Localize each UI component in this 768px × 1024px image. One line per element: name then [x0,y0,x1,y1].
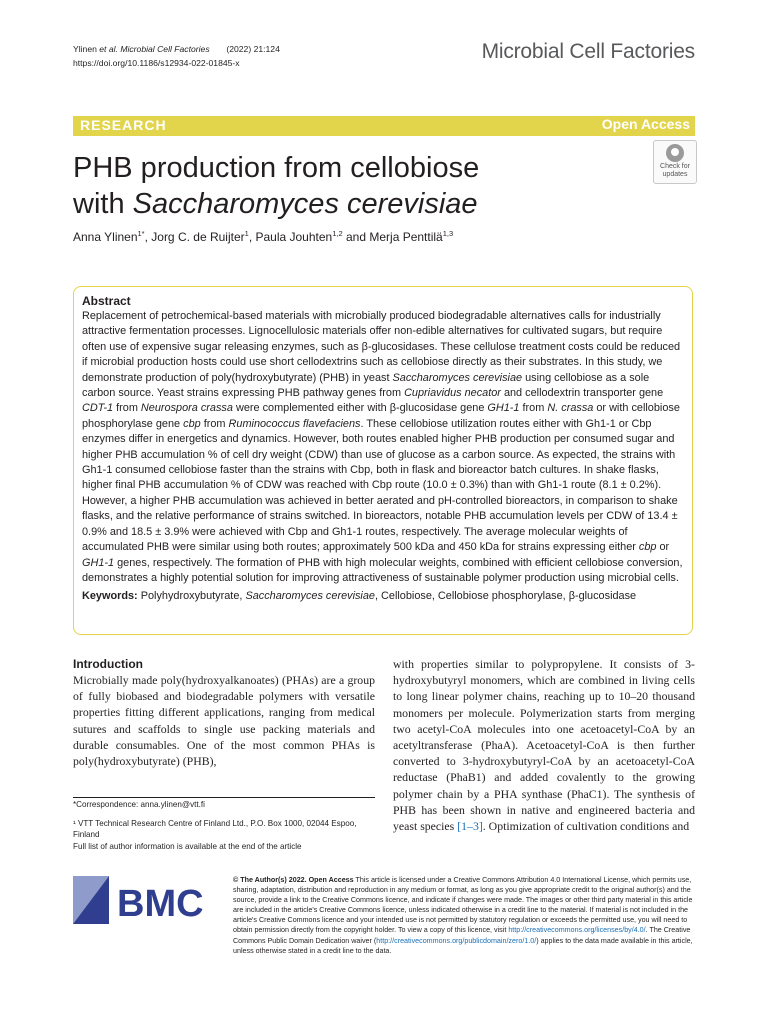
article-title [73,150,593,222]
cc0-link[interactable]: http://creativecommons.org/publicdomain/zero/1.0/ [376,936,537,945]
abstract-text-run: or with cellobiose phosphorylase gene [82,402,680,430]
author-affiliation-mark: 1* [137,229,145,238]
citation-line [73,42,280,56]
abstract-text-run: Replacement of petrochemical-based materials with microbially produced biodegradable alternatives calls for industrially attractive fermentation processes. Lignocellulosic materials offer non-edible alternatives for cultivated sugars, but require often use of expensive sugar releasing enzymes, such as β-glucosidases. These cellulose treatment costs could be reduced if microbial production hosts could use short cellodextrins such as cellobiose directly as their substrates. In this study, we demonstrate production of poly(hydroxybutyrate) (PHB) in yeast [82,310,681,384]
citation-year-volume: (2022) 21:124 [226,44,280,54]
abstract-text-italic: cbp [183,417,201,430]
abstract-text-italic: CDT-1 [82,402,114,415]
keywords-list [138,590,636,602]
abstract-text-run: from [113,402,141,415]
doi-link[interactable]: https://doi.org/10.1186/s12934-022-01845-x [73,58,240,68]
title-line-2 [73,186,593,222]
license-copyright: © The Author(s) 2022. [233,876,309,884]
intro-col2-text: with properties similar to polypropylene. It consists of 3-hydroxybutyryl monomers, which are combined in living cells to long linear polymer chains, reaching up to 10–20 thousand monomers per molecule. Polymerization starts from merging two acetyl-CoA molecules into one acetoacetyl-CoA by an acetyltransferase (PhaA). Acetoacetyl-CoA is then further converted to 3-hydroxybutyryl-CoA by an acetoacetyl-CoA reductase (PhaB1) and added covalently to the growing polymer chain by a PHA synthase (PhaC1). The synthesis of PHB has been shown in native and engineered bacteria and yeast species [393,657,695,834]
abstract-text-run: . These cellobiose utilization routes either with Gh1-1 or Cbp enzymes differ in energetics and dynamics. However, both routes enabled higher PHB production per consumed sugar and higher PHB accumulation % of cell dry weight (CDW) than use of glucose as a carbon source. As expected, the strains with Gh1-1 consumed cellobiose faster than the strains with Cbp, both in flask and bioreactor batch cultures. In shake flasks, higher final PHB accumulation % of CDW was reached with Cbp route (10.0 ± 0.3%) than with Gh1-1 route (8.1 ± 0.2%). However, a higher PHB accumulation was achieved in better aerated and pH-controlled bioreactors, in comparison to shake flasks, and the relative performance of strains switched. In bioreactors, notable PHB accumulation levels per CDW of 13.4 ± 0.9% and 18.5 ± 3.9% were achieved with Cbp and Gh1-1 routes, respectively. The average molecular weights of accumulated PHB were similar using both routes; approximately 500 kDa and 450 kDa for strains expressing either [82,417,678,554]
open-access-label: Open Access [601,116,690,132]
citation-link[interactable]: [1–3] [457,819,483,834]
license-body-3: ) applies to the data made available in this article, unless otherwise stated in a credit line to the data. [233,936,693,955]
abstract-text-italic: Cupriavidus necator [404,387,501,400]
article-type-band [73,116,695,136]
author-affiliation-mark: 1,2 [332,229,343,238]
license-open-access: Open Access [308,876,354,884]
correspondence-note: *Correspondence: anna.ylinen@vtt.fi [73,800,205,809]
citation-journal: Microbial Cell Factories [120,44,210,54]
intro-column-1: Microbially made poly(hydroxyalkanoates) (PHAs) are a group of fully biobased and biodegradable polymers with versatile properties fitting different applications, ranging from medical sutures and scaffolds to single use packing materials and durable consumables. One of the most common PHAs is poly(hydroxybutyrate) (PHB), [73,673,375,769]
keywords-label: Keywords: [82,590,138,603]
check-for-updates-button[interactable] [653,140,697,184]
author-affiliation-mark: 1,3 [442,229,454,238]
title-prefix: with [73,188,133,220]
license-body-2: . The Creative Commons Public Domain Dedication waiver ( [233,926,691,945]
intro-col2-text-end: . Optimization of cultivation conditions and [482,819,690,834]
author-name[interactable]: Merja Penttilä [369,230,443,244]
intro-column-2 [393,656,695,834]
author-name[interactable]: Paula Jouhten [255,230,333,244]
abstract-text-run: using cellobiose as a sole carbon source. Yeast strains expressing PHB pathway genes from [82,371,650,400]
abstract-box [73,286,693,635]
abstract-text-run: from [519,402,548,415]
abstract-text-italic: Ruminococcus flavefaciens [228,417,361,430]
check-for-updates-label [654,163,696,179]
introduction-heading: Introduction [73,657,143,671]
abstract-text-italic: N. crassa [547,402,594,415]
title-organism: Saccharomyces cerevisiae [132,188,478,220]
keywords [82,589,684,604]
abstract-text-run: and cellodextrin transporter gene [500,387,664,400]
author-affiliation-mark: 1 [244,229,249,238]
author-name[interactable]: Anna Ylinen [73,230,138,244]
running-header [73,42,280,70]
license-text [233,875,693,956]
citation-author: Ylinen [73,44,97,54]
journal-name: Microbial Cell Factories [481,40,695,63]
abstract-text-run: genes, respectively. The formation of PHB with high molecular weights, combined with efficient cellobiose conversion, demonstrates a highly potential solution for improving attractiveness of sustainable polymer production using microbial cells. [82,556,683,584]
citation-etal: et al. [99,44,118,54]
keyword-run: Polyhydroxybutyrate, [137,590,246,603]
abstract-text-run: or [656,541,670,554]
check-for-updates-icon [666,144,684,162]
check-for-updates-label-line2: updates [662,171,688,178]
title-line-1: PHB production from cellobiose [73,152,480,184]
abstract-text-italic: cbp [638,541,657,554]
bmc-logo [73,870,213,930]
footnote-rule [73,797,375,798]
bmc-logo-text: BMC [117,883,204,925]
abstract-text-italic: GH1-1 [82,556,115,569]
keyword-run: , Cellobiose, Cellobiose phosphorylase, β-glucosidase [374,590,637,603]
abstract-text-italic: Saccharomyces cerevisiae [392,371,523,384]
author-list: Anna Ylinen$^{1*}$, Jorg C. de Ruijter$^1$, Paula Jouhten$^{1,2}$ and Merja Penttilä$^{1,3}$ [73,229,454,244]
license-body-1: This article is licensed under a Creative Commons Attribution 4.0 International License, which permits use, sharing, adaptation, distribution and reproduction in any medium or format, as long as you give appropriate credit to the original author(s) and the source, provide a link to the Creative Commons licence, and indicate if changes were made. The images or other third party material in this article are included in the article's Creative Commons licence, unless indicated otherwise in a credit line to the material. If material is not included in the article's Creative Commons licence and your intended use is not permitted by statutory regulation or exceeds the permitted use, you will need to obtain permission directly from the copyright holder. To view a copy of this licence, visit [233,876,693,935]
abstract-text-run: from [200,417,229,430]
abstract-text-italic: GH1-1 [487,402,520,415]
author-name[interactable]: Jorg C. de Ruijter [151,230,245,244]
abstract-text-run: were complemented either with β-glucosidase gene [232,402,488,415]
cc-by-link[interactable]: http://creativecommons.org/licenses/by/4.0/ [508,926,646,935]
abstract-text [82,309,684,586]
check-for-updates-label-line1: Check for [660,163,690,170]
abstract-heading: Abstract [82,294,131,308]
keyword-italic: Saccharomyces cerevisiae [245,590,375,603]
abstract-text-italic: Neurospora crassa [140,402,233,415]
section-label: RESEARCH [80,117,167,133]
author-info-note: Full list of author information is available at the end of the article [73,842,302,851]
affiliation-note: ¹ VTT Technical Research Centre of Finland Ltd., P.O. Box 1000, 02044 Espoo, Finland [73,819,357,839]
